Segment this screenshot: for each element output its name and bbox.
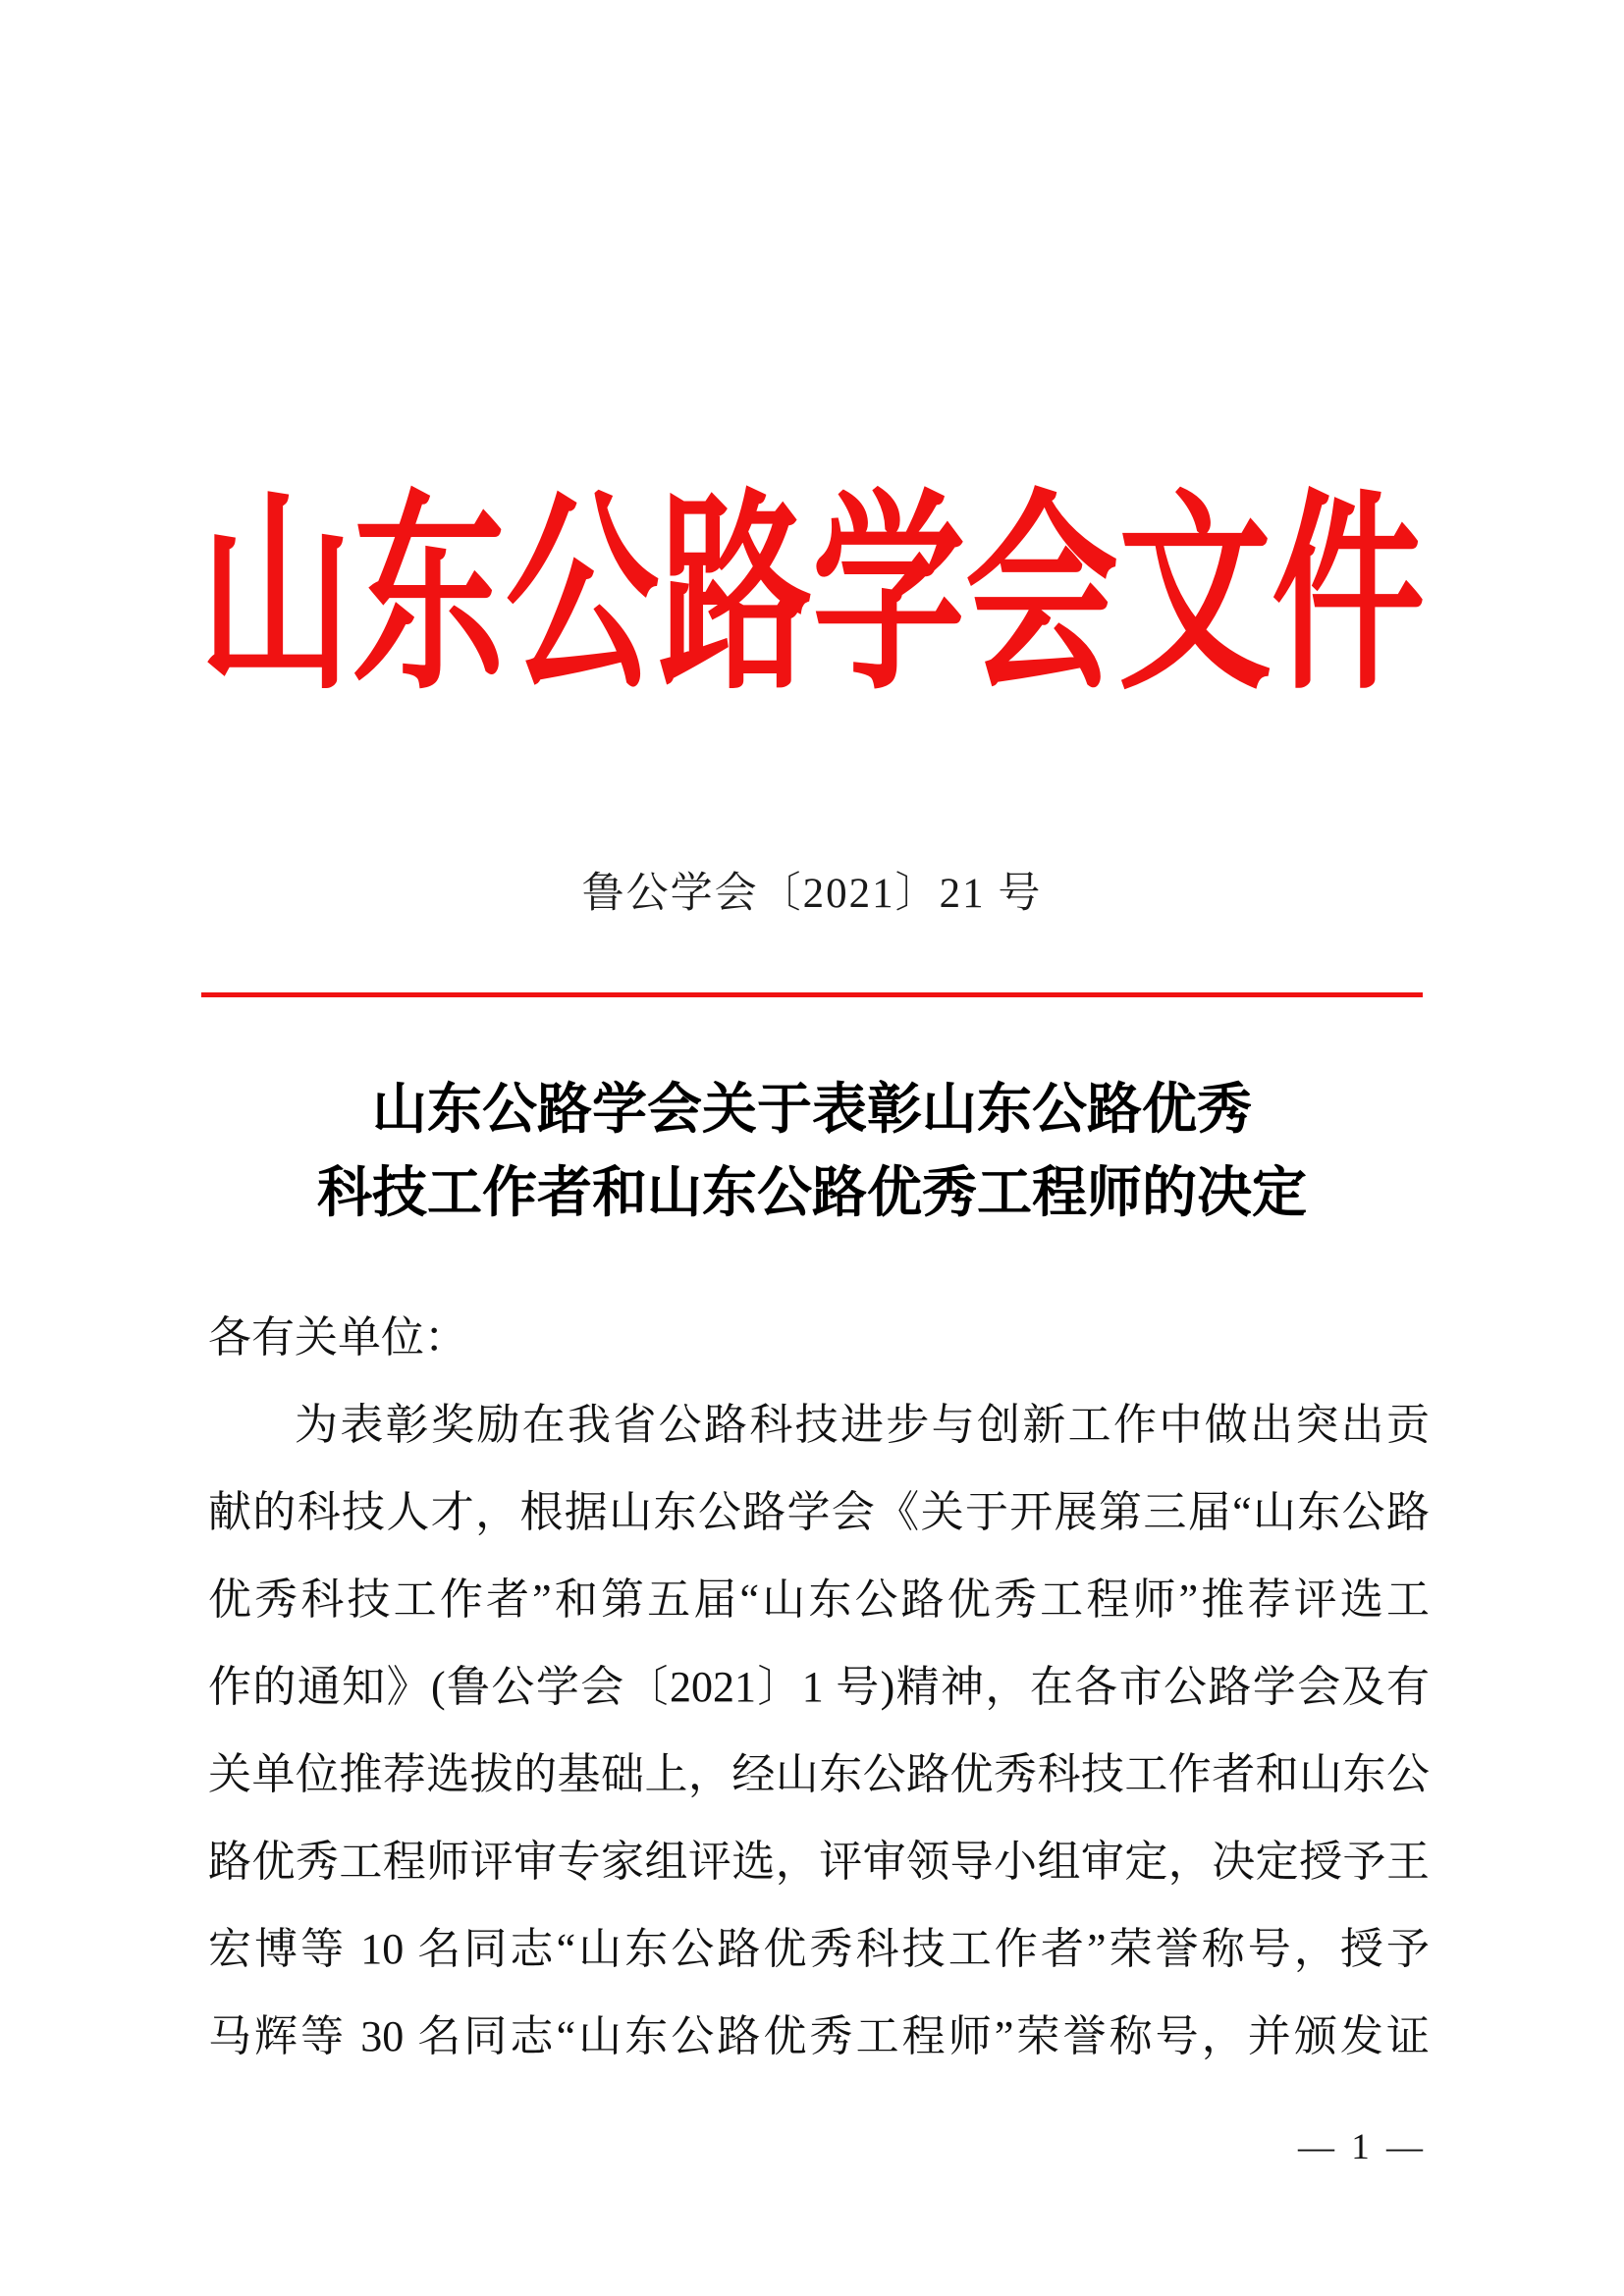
document-title-line2: 科技工作者和山东公路优秀工程师的决定: [317, 1163, 1307, 1224]
body-line: 路优秀工程师评审专家组评选，评审领导小组审定，决定授予王: [208, 1838, 1430, 1886]
document-title-line1: 山东公路学会关于表彰山东公路优秀: [372, 1080, 1252, 1141]
letterhead-title-text: 山东公路学会文件: [199, 478, 1425, 715]
document-title: [201, 1069, 1423, 1236]
body-line: 作的通知》(鲁公学会〔2021〕1 号)精神，在各市公路学会及有: [208, 1663, 1430, 1711]
body-line: 为表彰奖励在我省公路科技进步与创新工作中做出突出贡: [295, 1401, 1430, 1449]
body-line: 马辉等 30 名同志“山东公路优秀工程师”荣誉称号，并颁发证: [208, 2012, 1430, 2060]
body-line: 宏博等 10 名同志“山东公路优秀科技工作者”荣誉称号，授予: [208, 1925, 1430, 1973]
letterhead-title: [0, 478, 1624, 715]
salutation: 各有关单位：: [208, 1313, 467, 1362]
red-divider-line: [201, 992, 1423, 997]
page-number: — 1 —: [1298, 2127, 1427, 2167]
body-line: 献的科技人才，根据山东公路学会《关于开展第三届“山东公路: [208, 1488, 1430, 1536]
document-body: [208, 1294, 1430, 2080]
body-line: 关单位推荐选拔的基础上，经山东公路优秀科技工作者和山东公: [208, 1750, 1430, 1798]
body-line: 优秀科技工作者”和第五届“山东公路优秀工程师”推荐评选工: [208, 1575, 1430, 1624]
document-number: 鲁公学会〔2021〕21 号: [581, 871, 1043, 917]
